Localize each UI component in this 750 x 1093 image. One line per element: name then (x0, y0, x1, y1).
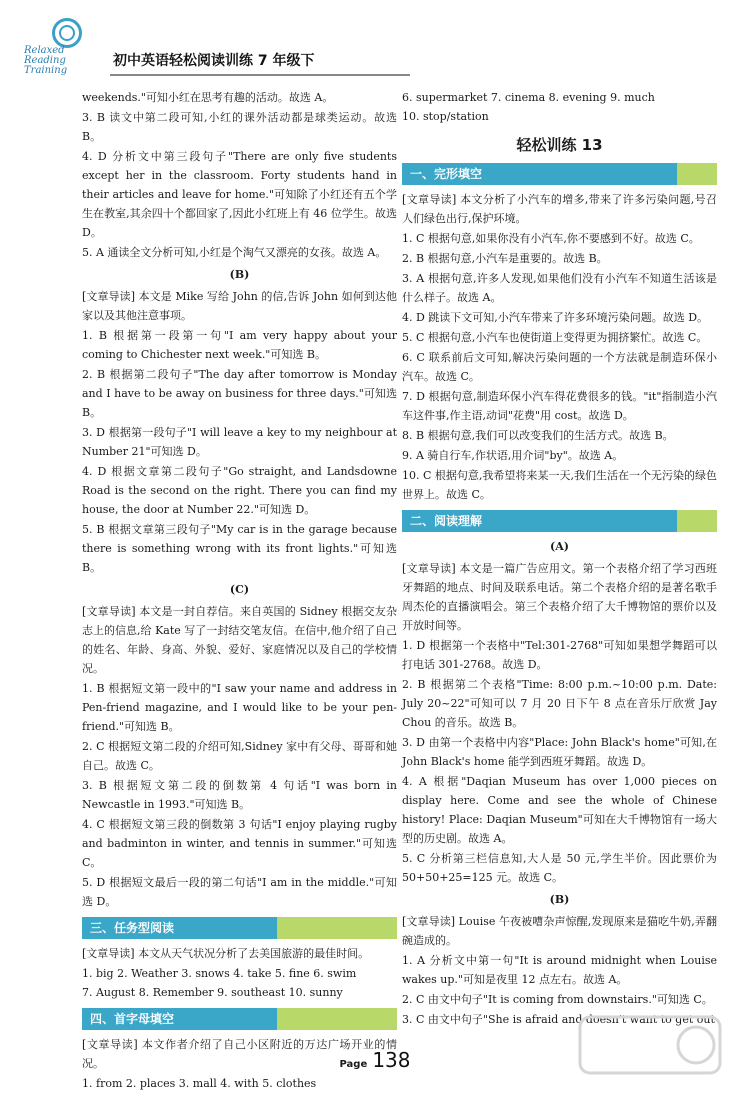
answer-paragraph: [文章导读] 本文是 Mike 写给 John 的信,告诉 John 如何到达他家以及其他注意事项。 (82, 290, 397, 322)
section-heading: 一、完形填空 (410, 167, 483, 181)
answer-paragraph: 2. B 根据第二个表格"Time: 8:00 p.m.~10:00 p.m. Date: July 20~22"可知可以 7 月 20 日下午 8 点在音乐厅欣赏 Jay Chou 的音乐。故选 B。 (402, 678, 717, 729)
training-title: 轻松训练 13 (516, 136, 603, 154)
answer-paragraph: 3. B 读文中第二段可知,小红的课外活动都是球类运动。故选 B。 (82, 111, 397, 143)
answer-paragraph: 2. C 根据短文第二段的介绍可知,Sidney 家中有父母、哥哥和她自己。故选 C。 (82, 740, 397, 772)
page-number: 138 (372, 1048, 411, 1072)
answer-paragraph: [文章导读] 本文是一封自荐信。来自英国的 Sidney 根据交友杂志上的信息,给 Kate 写了一封结交笔友信。在信中,他介绍了自己的姓名、年龄、身高、外貌、爱好、家庭情况以及自己的学校情况。 (82, 605, 397, 675)
section-heading-bar (402, 510, 717, 532)
answer-paragraph: 5. C 分析第三栏信息知,大人是 50 元,学生半价。因此票价为 50+50+25=125 元。故选 C。 (402, 852, 717, 884)
answer-paragraph: 3. D 根据第一段句子"I will leave a key to my neighbour at Number 21"可知选 D。 (82, 426, 397, 458)
answer-paragraph: 3. D 由第一个表格中内容"Place: John Black's home"可知,在 John Black's home 能学到西班牙舞蹈。故选 D。 (402, 736, 717, 768)
section-heading-bar (82, 1008, 397, 1030)
answer-paragraph: 5. C 根据句意,小汽车也使街道上变得更为拥挤繁忙。故选 C。 (402, 331, 708, 344)
header-divider (110, 74, 410, 76)
logo-inner-ring-icon (59, 25, 75, 41)
passage-label: (C) (229, 583, 250, 596)
answer-line: 1. big 2. Weather 3. snows 4. take 5. fine 6. swim (82, 967, 357, 980)
answer-paragraph: 1. B 根据第一段第一句"I am very happy about your coming to Chichester next week."可知选 B。 (82, 329, 397, 361)
answer-paragraph: [文章导读] 本文分析了小汽车的增多,带来了许多污染问题,号召人们绿色出行,保护环境。 (402, 193, 717, 225)
answer-paragraph: 8. B 根据句意,我们可以改变我们的生活方式。故选 B。 (402, 429, 674, 442)
answer-paragraph: 5. A 通读全文分析可知,小红是个淘气又漂亮的女孩。故选 A。 (82, 246, 387, 259)
answer-paragraph: 4. D 分析文中第三段句子"There are only five students except her in the classroom. Forty students hand in their articles and leave for home."可知除了小红还有五个学生在教室,其余四十个都回家了,因此小红班上有 46 位学生。故选 D。 (82, 150, 397, 239)
answer-paragraph: [文章导读] 本文从天气状况分析了去美国旅游的最佳时间。 (82, 947, 370, 960)
answer-paragraph: 3. C 由文中句子"She is afraid and doesn't want to get out (402, 1013, 715, 1026)
series-logo (24, 18, 108, 74)
answer-paragraph: 7. D 根据句意,制造环保小汽车得花费很多的钱。"it"指制造小汽车这件事,作主语,动词"花费"用 cost。故选 D。 (402, 390, 717, 422)
page-header (0, 0, 750, 88)
heading-accent (677, 163, 717, 185)
answer-paragraph: 1. B 根据短文第一段中的"I saw your name and address in Pen-friend magazine, and I would like to be your pen-friend."可知选 B。 (82, 682, 397, 733)
answer-paragraph: 6. C 联系前后文可知,解决污染问题的一个方法就是制造环保小汽车。故选 C。 (402, 351, 717, 383)
answer-paragraph: 1. C 根据句意,如果你没有小汽车,你不要感到不好。故选 C。 (402, 232, 700, 245)
answer-paragraph: 4. D 根据文章第二段句子"Go straight, and Landsdowne Road is the second on the right. There you can find my house, the door at Number 22."可知选 D。 (82, 465, 397, 516)
answer-line: 6. supermarket 7. cinema 8. evening 9. much (402, 91, 655, 104)
answer-paragraph: [文章导读] 本文作者介绍了自己小区附近的万达广场开业的情况。 (82, 1038, 397, 1070)
book-title: 初中英语轻松阅读训练 7 年级下 (113, 53, 315, 69)
answer-line: 7. August 8. Remember 9. southeast 10. sunny (82, 986, 343, 999)
answer-paragraph: 5. D 根据短文最后一段的第二句话"I am in the middle."可知选 D。 (82, 876, 397, 908)
answer-paragraph: [文章导读] 本文是一篇广告应用文。第一个表格介绍了学习西班牙舞蹈的地点、时间及联系电话。第二个表格介绍的是著名歌手周杰伦的直播演唱会。第三个表格介绍了大千博物馆的票价以及开放时间等。 (402, 562, 717, 632)
passage-label: (A) (550, 540, 569, 553)
passage-label: (B) (229, 268, 250, 281)
answer-paragraph: 2. B 根据第二段句子"The day after tomorrow is Monday and I have to be away on business for three days."可知选 B。 (82, 368, 397, 419)
page-label: Page (339, 1059, 368, 1070)
section-heading-bar (82, 917, 397, 939)
passage-label: (B) (549, 893, 570, 906)
answer-paragraph: 1. A 分析文中第一句"It is around midnight when Louise wakes up."可知是夜里 12 点左右。故选 A。 (402, 954, 717, 986)
heading-accent (277, 1008, 397, 1030)
answer-paragraph: 5. B 根据文章第三段句子"My car is in the garage because there is something wrong with its front lights."可知选 B。 (82, 523, 397, 574)
watermark-stamp-icon (576, 1011, 726, 1081)
section-heading: 四、首字母填空 (90, 1012, 175, 1026)
answer-paragraph: 9. A 骑自行车,作状语,用介词"by"。故选 A。 (402, 449, 624, 462)
answer-paragraph: 2. C 由文中句子"It is coming from downstairs."可知选 C。 (402, 993, 713, 1006)
logo-text: Relaxed Reading Training (24, 45, 68, 76)
section-heading-bar (402, 163, 717, 185)
answer-paragraph: 3. A 根据句意,许多人发现,如果他们没有小汽车不知道生活该是什么样子。故选 A。 (402, 272, 717, 304)
heading-accent (277, 917, 397, 939)
answer-paragraph: [文章导读] Louise 午夜被嘈杂声惊醒,发现原来是猫吃牛奶,弄翻碗造成的。 (402, 915, 717, 947)
answer-line: 1. from 2. places 3. mall 4. with 5. clothes (82, 1077, 317, 1090)
answer-paragraph: 10. C 根据句意,我希望将来某一天,我们生活在一个无污染的绿色世界上。故选 C。 (402, 469, 717, 501)
answer-paragraph: 1. D 根据第一个表格中"Tel:301-2768"可知如果想学舞蹈可以打电话 301-2768。故选 D。 (402, 639, 717, 671)
right-column (402, 88, 717, 1030)
answer-paragraph: weekends."可知小红在思考有趣的活动。故选 A。 (82, 91, 334, 104)
left-column (82, 88, 397, 1093)
answer-paragraph: 4. C 根据短文第三段的倒数第 3 句话"I enjoy playing rugby and badminton in winter, and tennis in summer."可知选 C。 (82, 818, 397, 869)
section-heading: 二、阅读理解 (410, 514, 483, 528)
section-heading: 三、任务型阅读 (90, 921, 175, 935)
heading-accent (677, 510, 717, 532)
answer-line: 10. stop/station (402, 110, 489, 123)
answer-paragraph: 4. A 根据"Daqian Museum has over 1,000 pieces on display here. Come and see the whole of Chinese history! Place: Daqian Museum"可知在大千博物馆有一场大型的历史剧。故选 A。 (402, 775, 717, 845)
answer-paragraph: 2. B 根据句意,小汽车是重要的。故选 B。 (402, 252, 608, 265)
answer-paragraph: 3. B 根据短文第二段的倒数第 4 句话"I was born in Newcastle in 1993."可知选 B。 (82, 779, 397, 811)
answer-paragraph: 4. D 跳读下文可知,小汽车带来了许多环境污染问题。故选 D。 (402, 311, 709, 324)
